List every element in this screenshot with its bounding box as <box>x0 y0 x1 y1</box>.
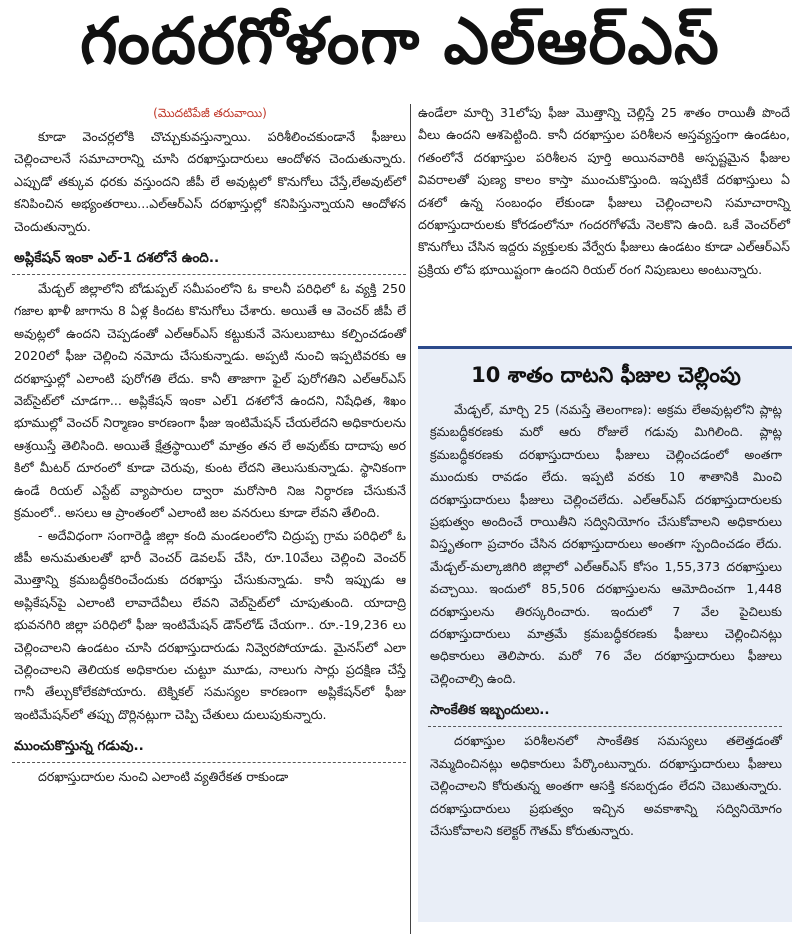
paragraph-continuation: ఉండేలా మార్చి 31లోపు ఫీజు మొత్తాన్ని చెల్లిస్తే 25 శాతం రాయితీ పొందే వీలు ఉందని ఆశపెట్టింది. కానీ దరఖాస్తుల పరిశీలన అస్తవ్యస్తంగా ఉండటం, గతంలోనే దరఖాస్తుల పరిశీలన పూర్తి అయినవారికి అస్పష్టమైన ఫీజుల వివరాలతో పుణ్య కాలం కాస్తా ముంచుకొస్తుంది. ఇప్పటికే దరఖాస్తులు ఏ దశలో ఉన్న సంబంధం లేకుండా ఫీజులు చెల్లించాలని సమాచారాన్ని దరఖాస్తుదారులకు కోరడంలోనూ గందరగోళమే నెలకొని ఉంది. ఒకే వెంచర్‌లో కొనుగోలు చేసిన ఇద్దరు వ్యక్తులకు వేర్వేరు ఫీజులు ఉండటం కూడా ఎల్‌ఆర్‌ఎస్ ప్రక్రియ లోప భూయిష్టంగా ఉందని రియల్ రంగ నిపుణులు అంటున్నారు. <box>418 105 790 277</box>
paragraph-boduppal: మేడ్చల్ జిల్లాలోని బోడుప్పల్ సమీపంలోని ఓ కాలనీ పరిధిలో ఓ వ్యక్తి 250 గజాల ఖాళీ జాగాను 8 ఏళ్ల కిందట కొనుగోలు చేశారు. అయితే ఆ వెంచర్ జీపీ లే అవుట్లలో ఉందని చెప్పడంతో ఎల్‌ఆర్‌ఎస్ కట్టుకునే వెసులుబాటు కల్పించడంతో 2020లో ఫీజు చెల్లించి నమోదు చేసుకున్నాడు. అప్పటి నుంచి ఇప్పటివరకు ఆ దరఖాస్తుల్లో ఎలాంటి పురోగతి లేదు. కానీ తాజాగా ఫైల్ పురోగతిని ఎల్‌ఆర్‌ఎస్ వెబ్‌సైట్‌లో చూడగా... అప్లికేషన్ ఇంకా ఎల్1 దశలోనే ఉందని, నిషేధిత, శిఖం భూముల్లో వెంచర్ నిర్మాణం కారణంగా ఫీజు ఇంటిమేషన్ చేయలేదని అధికారులను ఆశ్రయిస్తే తెలిసింది. అయితే క్షేత్రస్థాయిలో మాత్రం తన లే అవుట్‌కు దాదాపు అర కిలో మీటర్ దూరంలో కూడా చెరువు, కుంట లేదని తెలుసుకున్నాడు. స్థానికంగా ఉండే రియల్ ఎస్టేట్ వ్యాపారుల ద్వారా మరోసారి నిజ నిర్ధారణ చేసుకునే క్రమంలో.. అసలు ఆ ప్రాంతంలో ఎలాంటి జల వనరులు కూడా లేవని తేలింది. <box>14 281 406 521</box>
continued-label: (మొదటిపేజీ తరువాయి) <box>153 106 267 120</box>
paragraph-sangareddy: - అదేవిధంగా సంగారెడ్డి జిల్లా కంది మండలంలోని చిద్రుప్ప గ్రామ పరిధిలో ఓ జీపీ అనుమతులతో భారీ వెంచర్ డెవలప్ చేసి, రూ.10వేలు చెల్లించి వెంచర్ మొత్తాన్ని క్రమబద్ధీకరించేందుకు దరఖాస్తు చేసుకున్నాడు. కానీ ఇప్పుడు ఆ అప్లికేషన్‌పై ఎలాంటి లావాదేవీలు లేవని వెబ్‌సైట్‌లో చూపుతుంది. యాదాద్రి భువనగిరి జిల్లా పరిధిలో ఫీజు ఇంటిమేషన్ డౌన్‌లోడ్ చేయగా.. రూ.-19,236 లు చెల్లించాలని ఉండటం చూసి దరఖాస్తుదారుడు నివ్వెరపోయాడు. మైనస్‌లో ఎలా చెల్లించాలని తెలియక అధికారుల చుట్టూ మూడు, నాలుగు సార్లు ప్రదక్షిణ చేస్తే గానీ తేల్చుకోలేకపోయారు. టెక్నికల్ సమస్యల కారణంగా అప్లికేషన్‌లో ఫీజు ఇంటిమేషన్‌లో తప్పు దొర్లినట్లుగా చెప్పి చేతులు దులుపుకున్నారు. <box>14 527 406 722</box>
intro-paragraph: కూడా వెంచర్లలోకి చొచ్చుకువస్తున్నాయి. పరిశీలించకుండానే ఫీజులు చెల్లించాలనే సమాచారాన్ని చూసి దరఖాస్తుదారులు ఆందోళన చెందుతున్నారు. ఎప్పుడో తక్కువ ధరకు వస్తుందని జీపీ లే అవుట్లలో కొనుగోలు చేస్తే,లేఅవుట్‌లో కనిపించిన అభ్యంతరాలు...ఎల్‌ఆర్‌ఎస్ దరఖాస్తుల్లో కనిపిస్తున్నాయని ఆందోళన చెందుతున్నారు. <box>14 129 406 234</box>
column-divider <box>410 104 411 934</box>
sidebar-box <box>418 346 792 922</box>
subheading-application: అప్లికేషన్ ఇంకా ఎల్-1 దశలోనే ఉంది.. <box>12 244 406 272</box>
right-column <box>418 102 790 281</box>
box-text <box>430 399 782 842</box>
headline: గందరగోళంగా ఎల్‌ఆర్‌ఎస్ <box>80 4 720 79</box>
subheading-deadline: ముంచుకొస్తున్న గడువు.. <box>12 732 406 760</box>
box-paragraph-technical: దరఖాస్తుల పరిశీలనలో సాంకేతిక సమస్యలు తలెత్తడంతో నెమ్మదించినట్లు అధికారులు పేర్కొంటున్నారు. దరఖాస్తుదారులు ఫీజులు చెల్లించాలని కోరుతున్న అంతగా ఆసక్తి కనబర్చడం లేదని చెబుతున్నారు. దరఖాస్తుదారులు ప్రభుత్వం ఇచ్చిన అవకాశాన్ని సద్వినియోగం చేసుకోవాలని కలెక్టర్ గౌతమ్ కోరుతున్నారు. <box>430 733 782 838</box>
left-column <box>14 102 406 789</box>
box-subheading-technical: సాంకేతిక ఇబ్బందులు.. <box>428 696 782 724</box>
paragraph-deadline: దరఖాస్తుదారుల నుంచి ఎలాంటి వ్యతిరేకత రాకుండా <box>38 769 289 785</box>
box-title: 10 శాతం దాటని ఫీజుల చెల్లింపు <box>471 363 741 387</box>
box-paragraph-fees: మేడ్చల్, మార్చి 25 (నమస్తే తెలంగాణ): అక్రమ లేఅవుట్లలోని ప్లాట్ల క్రమబద్ధీకరణకు మరో ఆరు రోజులే గడువు మిగిలింది. ప్లాట్ల క్రమబద్ధీకరణకు దరఖాస్తుదారులు ఫీజులు చెల్లించడంలో అంతగా ముందుకు రావడం లేదు. ఇప్పటి వరకు 10 శాతానికి మించి దరఖాస్తుదారులు ఫీజులు చెల్లించలేదు. ఎల్‌ఆర్‌ఎస్ దరఖాస్తుదారులకు ప్రభుత్వం అందించే రాయితీని సద్వినియోగం చేసుకోవాలని అధికారులు విస్తృతంగా ప్రచారం చేసిన దరఖాస్తుదారులు అంతగా స్పందించడం లేదు. మేడ్చల్-మల్కాజిగిరి జిల్లాలో ఎల్‌ఆర్‌ఎస్ కోసం 1,55,373 దరఖాస్తులు వచ్చాయి. ఇందులో 85,506 దరఖాస్తులను ఆమోదించగా 1,448 దరఖాస్తులను తిరస్కరించారు. ఇందులో 7 వేల పైచిలుకు దరఖాస్తుదారులు మాత్రమే క్రమబద్ధీకరణకు ఫీజులు చెల్లించినట్లు అధికారులు తెలిపారు. మరో 76 వేల దరఖాస్తుదారులు ఫీజులు చెల్లించాల్సి ఉంది. <box>430 402 782 686</box>
